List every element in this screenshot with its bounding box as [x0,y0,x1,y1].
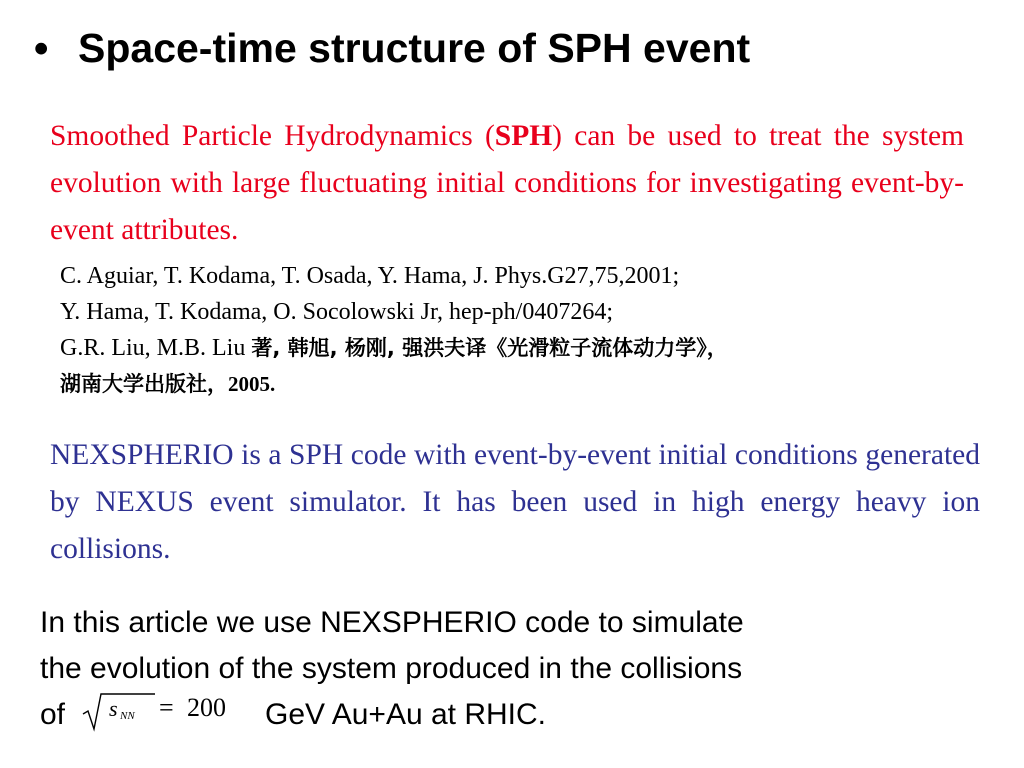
references [60,258,980,402]
reference-3 [60,330,980,366]
reference-1: C. Aguiar, T. Kodama, T. Osada, Y. Hama, J. Phys.G27,75,2001; [60,263,680,289]
sph-description-start: Smoothed Particle Hydrodynamics ( [50,120,495,152]
article-line-3-suffix: GeV Au+Au at RHIC. [265,698,547,731]
reference-2: Y. Hama, T. Kodama, O. Socolowski Jr, hep-ph/0407264; [60,299,613,325]
sph-description-end: ) can be used to treat the system evolution with large fluctuating initial conditions for investigating event-by-event attributes. [50,120,964,246]
sph-description [50,113,964,254]
reference-3-chinese: 著, 韩旭, 杨刚, 强洪夫译《光滑粒子流体动力学》， [251,336,728,360]
reference-3-year: 2005. [228,372,276,396]
reference-3-continued [60,366,980,402]
energy-formula [79,692,255,732]
reference-3-authors: G.R. Liu, M.B. Liu [60,335,252,361]
formula-variable: s [109,696,118,721]
formula-subscript: NN [120,710,135,722]
article-line-1: In this article we use NEXSPHERIO code to simulate [40,606,744,639]
slide-title-text: Space-time structure of SPH event [78,25,751,71]
sph-acronym: SPH [494,120,553,152]
article-line-3-prefix: of [40,698,66,731]
article-description [40,600,990,738]
article-line-3 [40,692,990,738]
reference-3-publisher: 湖南大学出版社， [60,372,228,396]
formula-equals: = [159,693,174,722]
slide-title [34,18,994,78]
article-line-2: the evolution of the system produced in the collisions [40,652,743,685]
formula-value: 200 [187,693,227,722]
bullet-icon: • [34,25,49,71]
nexspherio-description: NEXSPHERIO is a SPH code with event-by-event initial conditions generated by NEXUS event simulator. It has been used in high energy heavy ion collisions. [50,439,980,565]
